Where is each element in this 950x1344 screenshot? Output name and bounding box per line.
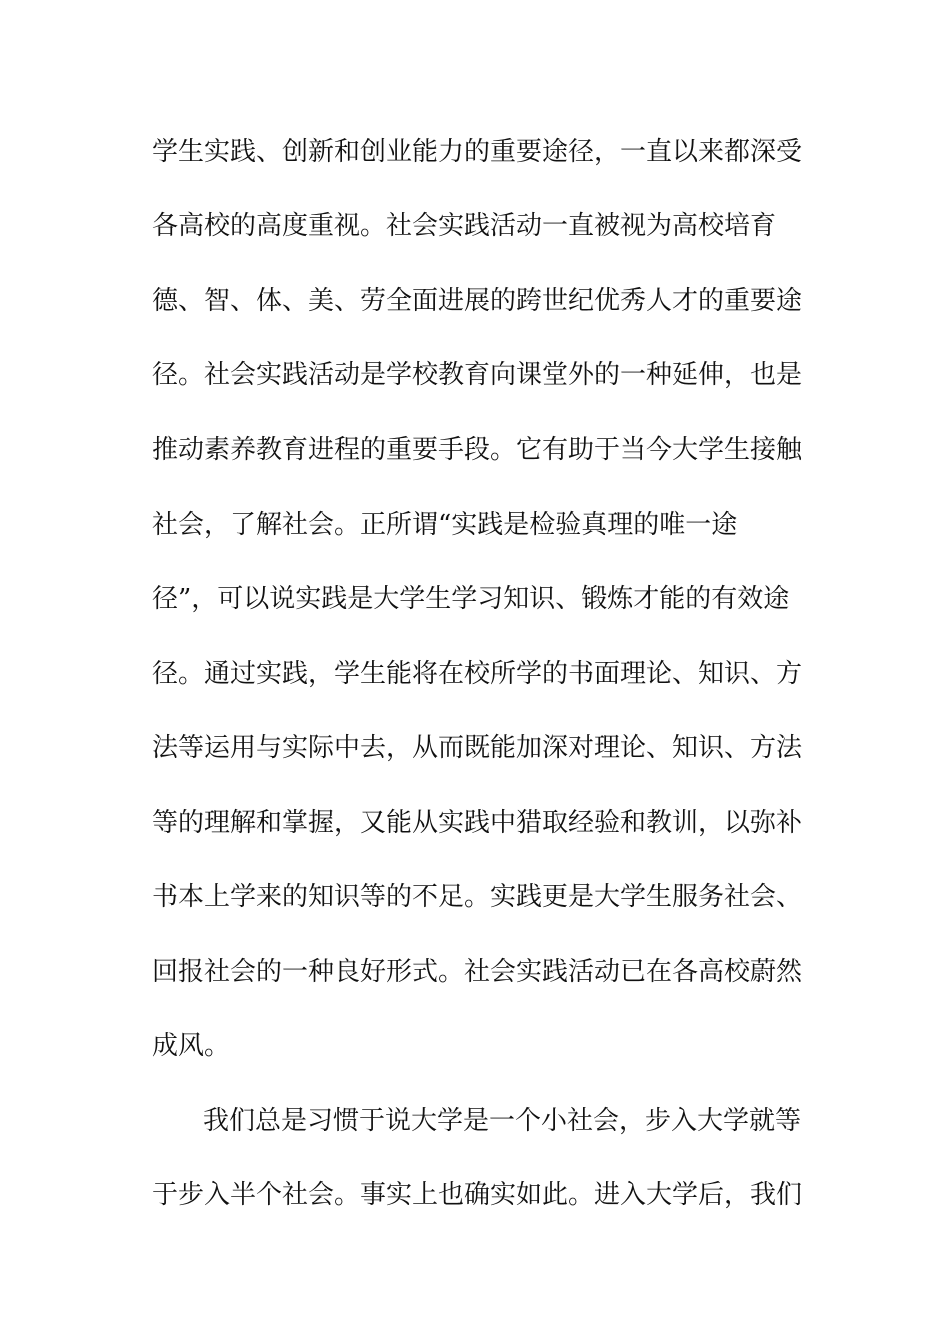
text-line: 推动素养教育进程的重要手段。它有助于当今大学生接触 [152,435,803,465]
text-line: 径。社会实践活动是学校教育向课堂外的一种延伸，也是 [152,360,803,390]
text-line: 社会，了解社会。正所谓“实践是检验真理的唯一途 [152,510,738,540]
text-line: 回报社会的一种良好形式。社会实践活动已在各高校蔚然 [152,957,803,987]
text-line: 德、智、体、美、劳全面进展的跨世纪优秀人才的重要途 [152,286,803,316]
paragraph-first-line: 我们总是习惯于说大学是一个小社会，步入大学就等 [203,1106,802,1136]
text-line: 径”，可以说实践是大学生学习知识、锻炼才能的有效途 [152,584,790,614]
text-line: 各高校的高度重视。社会实践活动一直被视为高校培育 [152,211,777,241]
text-line: 等的理解和掌握，又能从实践中猎取经验和教训，以弥补 [152,808,803,838]
text-line: 法等运用与实际中去，从而既能加深对理论、知识、方法 [152,733,803,763]
text-line: 学生实践、创新和创业能力的重要途径，一直以来都深受 [152,137,803,167]
text-line: 成风。 [152,1031,231,1061]
text-line: 书本上学来的知识等的不足。实践更是大学生服务社会、 [152,882,803,912]
text-line: 径。通过实践，学生能将在校所学的书面理论、知识、方 [152,659,803,689]
text-line: 于步入半个社会。事实上也确实如此。进入大学后，我们 [152,1180,803,1210]
